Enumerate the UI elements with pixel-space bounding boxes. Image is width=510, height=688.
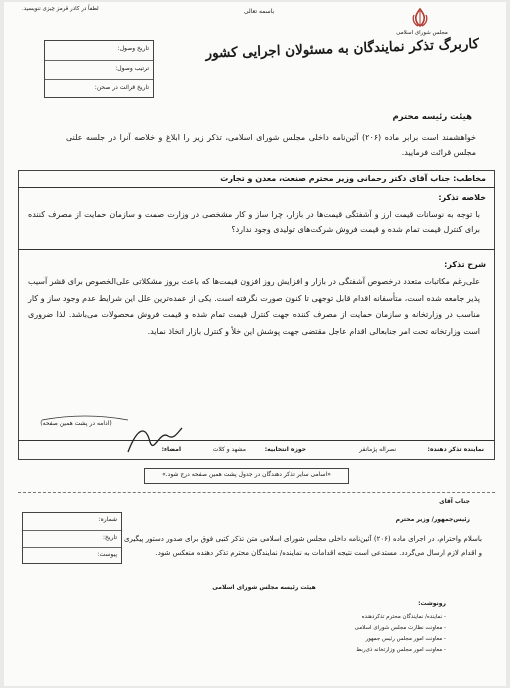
district-label: حوزه انتخابیه:	[264, 446, 306, 453]
cc-item: - معاونت امور مجلس رئیس جمهور	[365, 636, 446, 642]
cc-item: - معاونت امور مجلس وزارتخانه ذی‌ربط	[356, 647, 446, 653]
description-text: علی‌رغم مکاتبات متعدد درخصوص آشفتگی در بازار و افزایش روز افزون قیمت‌ها که باعث بروز مشکلاتی علی‌الخصوص برای قشر آسیب پذیر جامعه شده است، متأسفانه اقدام قابل توجهی تا کنون صورت نگرفته است. یکی از عمده‌ترین علل این شرایط عدم وجود ساز و کار مناسب در وزارتخانه و سازمان حمایت از مصرف کننده جهت کنترل قیمت تمام شده و قیمت فروش محصولات می‌باشد. لذا ضروری است وزارتخانه تحت امر جنابعالی اقدام عاجل مقتضی جهت پوشش این خلأ و کنترل بازار اتخاذ نماید.	[28, 277, 480, 336]
sign-label: امضاء:	[161, 446, 181, 453]
addressee-line: مخاطب: جناب آقای دکتر رحمانی وزیر محترم صنعت، معدن و تجارت	[220, 174, 486, 183]
emblem-icon	[409, 7, 431, 29]
other-signers-note: «اسامی سایر تذکر دهندگان در جدول پشت همین صفحه درج شود.»	[162, 471, 331, 478]
meta-field-receipt-date[interactable]: تاریخ وصول:	[117, 45, 149, 52]
response-attachment-field[interactable]: پیوست:	[97, 551, 117, 558]
meta-field-receipt-order[interactable]: ترتیب وصول:	[115, 65, 149, 72]
response-number-field[interactable]: شماره:	[98, 516, 117, 523]
corner-note: لطفاً در کادر قرمز چیزی ننویسید.	[22, 6, 99, 12]
org-name: مجلس شورای اسلامی	[396, 30, 448, 36]
invocation: باسمه تعالی	[243, 8, 275, 15]
meta-field-read-date[interactable]: تاریخ قرائت در صحن:	[94, 84, 149, 91]
summary-text: با توجه به نوسانات قیمت ارز و آشفتگی قیمت‌ها در بازار، چرا ساز و کار مشخصی در وزارت صمت و سازمان حمایت از مصرف کننده برای کنترل قیمت تمام شده و قیمت فروش شرکت‌های تولیدی وجود ندارد؟	[28, 210, 480, 234]
cc-item: - معاونت نظارت مجلس شورای اسلامی	[354, 625, 446, 631]
response-salutation: جناب آقای	[439, 498, 470, 505]
cc-label: رونوشت:	[418, 600, 446, 607]
form-title: کاربرگ تذکر نمایندگان به مسئولان اجرایی کشور	[205, 36, 480, 62]
form-page	[4, 2, 506, 686]
rep-label: نماینده تذکر دهنده:	[427, 446, 484, 453]
response-text: باسلام واحترام، در اجرای ماده (۲۰۶) آئین‌نامه داخلی مجلس شورای اسلامی متن تذکر کتبی فوق برای صدور دستور پیگیری و اقدام لازم ارسال می‌گردد. مستدعی است نتیجه اقدامات به نماینده/ نمایندگان محترم تذکر دهنده منعکس شود.	[124, 535, 482, 557]
summary-divider	[18, 249, 495, 250]
intro-paragraph: خواهشمند است برابر ماده (۲۰۶) آئین‌نامه داخلی مجلس شورای اسلامی، تذکر زیر را ابلاغ و خلاصه آنرا در جلسه علنی مجلس قرائت فرمایید.	[66, 133, 476, 157]
response-date-field[interactable]: تاریخ:	[103, 534, 117, 541]
response-meta-box	[22, 512, 122, 564]
addressee-divider	[18, 187, 495, 188]
response-signer: هیئت رئیسه مجلس شورای اسلامی	[212, 584, 316, 591]
continue-note: (ادامه در پشت همین صفحه)	[40, 420, 112, 427]
continue-arrow-icon	[40, 412, 130, 422]
signature-divider	[18, 440, 495, 441]
description-label: شرح تذکر:	[444, 260, 486, 269]
rep-name: نصراله پژمانفر	[359, 446, 396, 453]
addressee-heading: هیئت رئیسه محترم	[392, 112, 472, 122]
receipt-info-box	[44, 40, 154, 98]
cc-item: - نماینده/ نمایندگان محترم تذکردهنده	[361, 614, 446, 620]
summary-label: خلاصه تذکر:	[438, 193, 486, 202]
district-name: مشهد و کلات	[212, 446, 246, 453]
signature-icon	[124, 422, 184, 456]
response-recipient: رئیس‌جمهور/ وزیر محترم	[395, 516, 470, 523]
cut-line	[18, 492, 495, 493]
